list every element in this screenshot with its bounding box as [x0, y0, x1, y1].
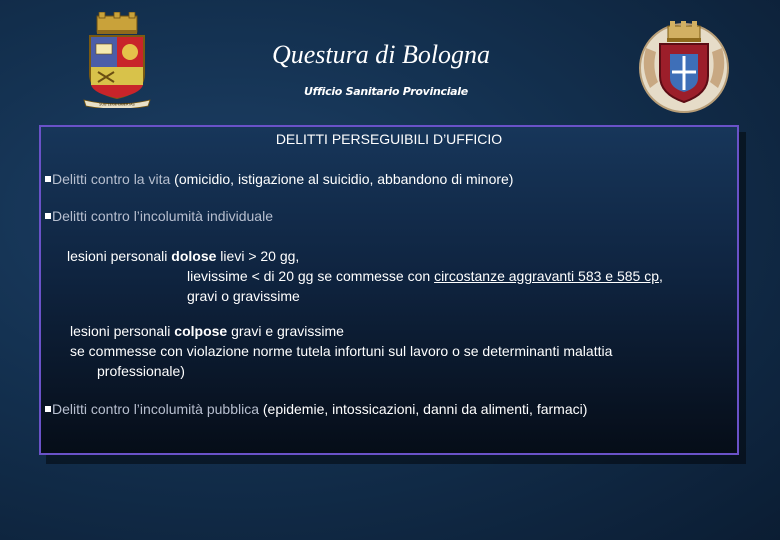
- bullet-lead: Delitti contro la vita: [52, 171, 171, 187]
- bullet-square-icon: [45, 406, 51, 412]
- dolose-line-3: gravi o gravissime: [187, 288, 300, 304]
- dolose-line-2: lievissime < di 20 gg se commesse con circostanze aggravanti 583 e 585 cp,: [187, 268, 663, 284]
- bullet-delitti-vita: [45, 171, 513, 187]
- bullet-square-icon: [45, 213, 51, 219]
- bullet-lead: Delitti contro l’incolumità pubblica: [52, 401, 259, 417]
- bologna-crest-icon: [636, 18, 732, 114]
- page-title: Questura di Bologna: [271, 40, 491, 69]
- bullet-lead: Delitti contro l’incolumità individuale: [52, 208, 273, 224]
- bullet-square-icon: [45, 176, 51, 182]
- colpose-line-2: se commesse con violazione norme tutela infortuni sul lavoro o se determinanti malattia: [70, 343, 613, 359]
- colpose-bold: colpose: [174, 323, 228, 339]
- page-subtitle: Ufficio Sanitario Provinciale: [304, 85, 468, 98]
- panel-title: DELITTI PERSEGUIBILI D’UFFICIO: [275, 131, 503, 147]
- polizia-crest-icon: [80, 12, 154, 108]
- colpose-line-1: lesioni personali colpose gravi e gravissime: [70, 323, 344, 339]
- bullet-incolumita-pubblica: [45, 401, 587, 417]
- crest-motto: SUB LEGE LIBERTAS: [99, 102, 135, 107]
- dolose-bold: dolose: [171, 248, 217, 264]
- bullet-rest: (omicidio, istigazione al suicidio, abbandono di minore): [170, 171, 514, 187]
- aggravanti-link: circostanze aggravanti 583 e 585 cp: [434, 268, 659, 284]
- content-panel: [39, 125, 739, 455]
- colpose-line-3: professionale): [97, 363, 185, 379]
- dolose-line-1: lesioni personali dolose lievi > 20 gg,: [67, 248, 300, 264]
- bullet-rest: (epidemie, intossicazioni, danni da alimenti, farmaci): [259, 401, 588, 417]
- bullet-incolumita-individuale: [45, 208, 273, 224]
